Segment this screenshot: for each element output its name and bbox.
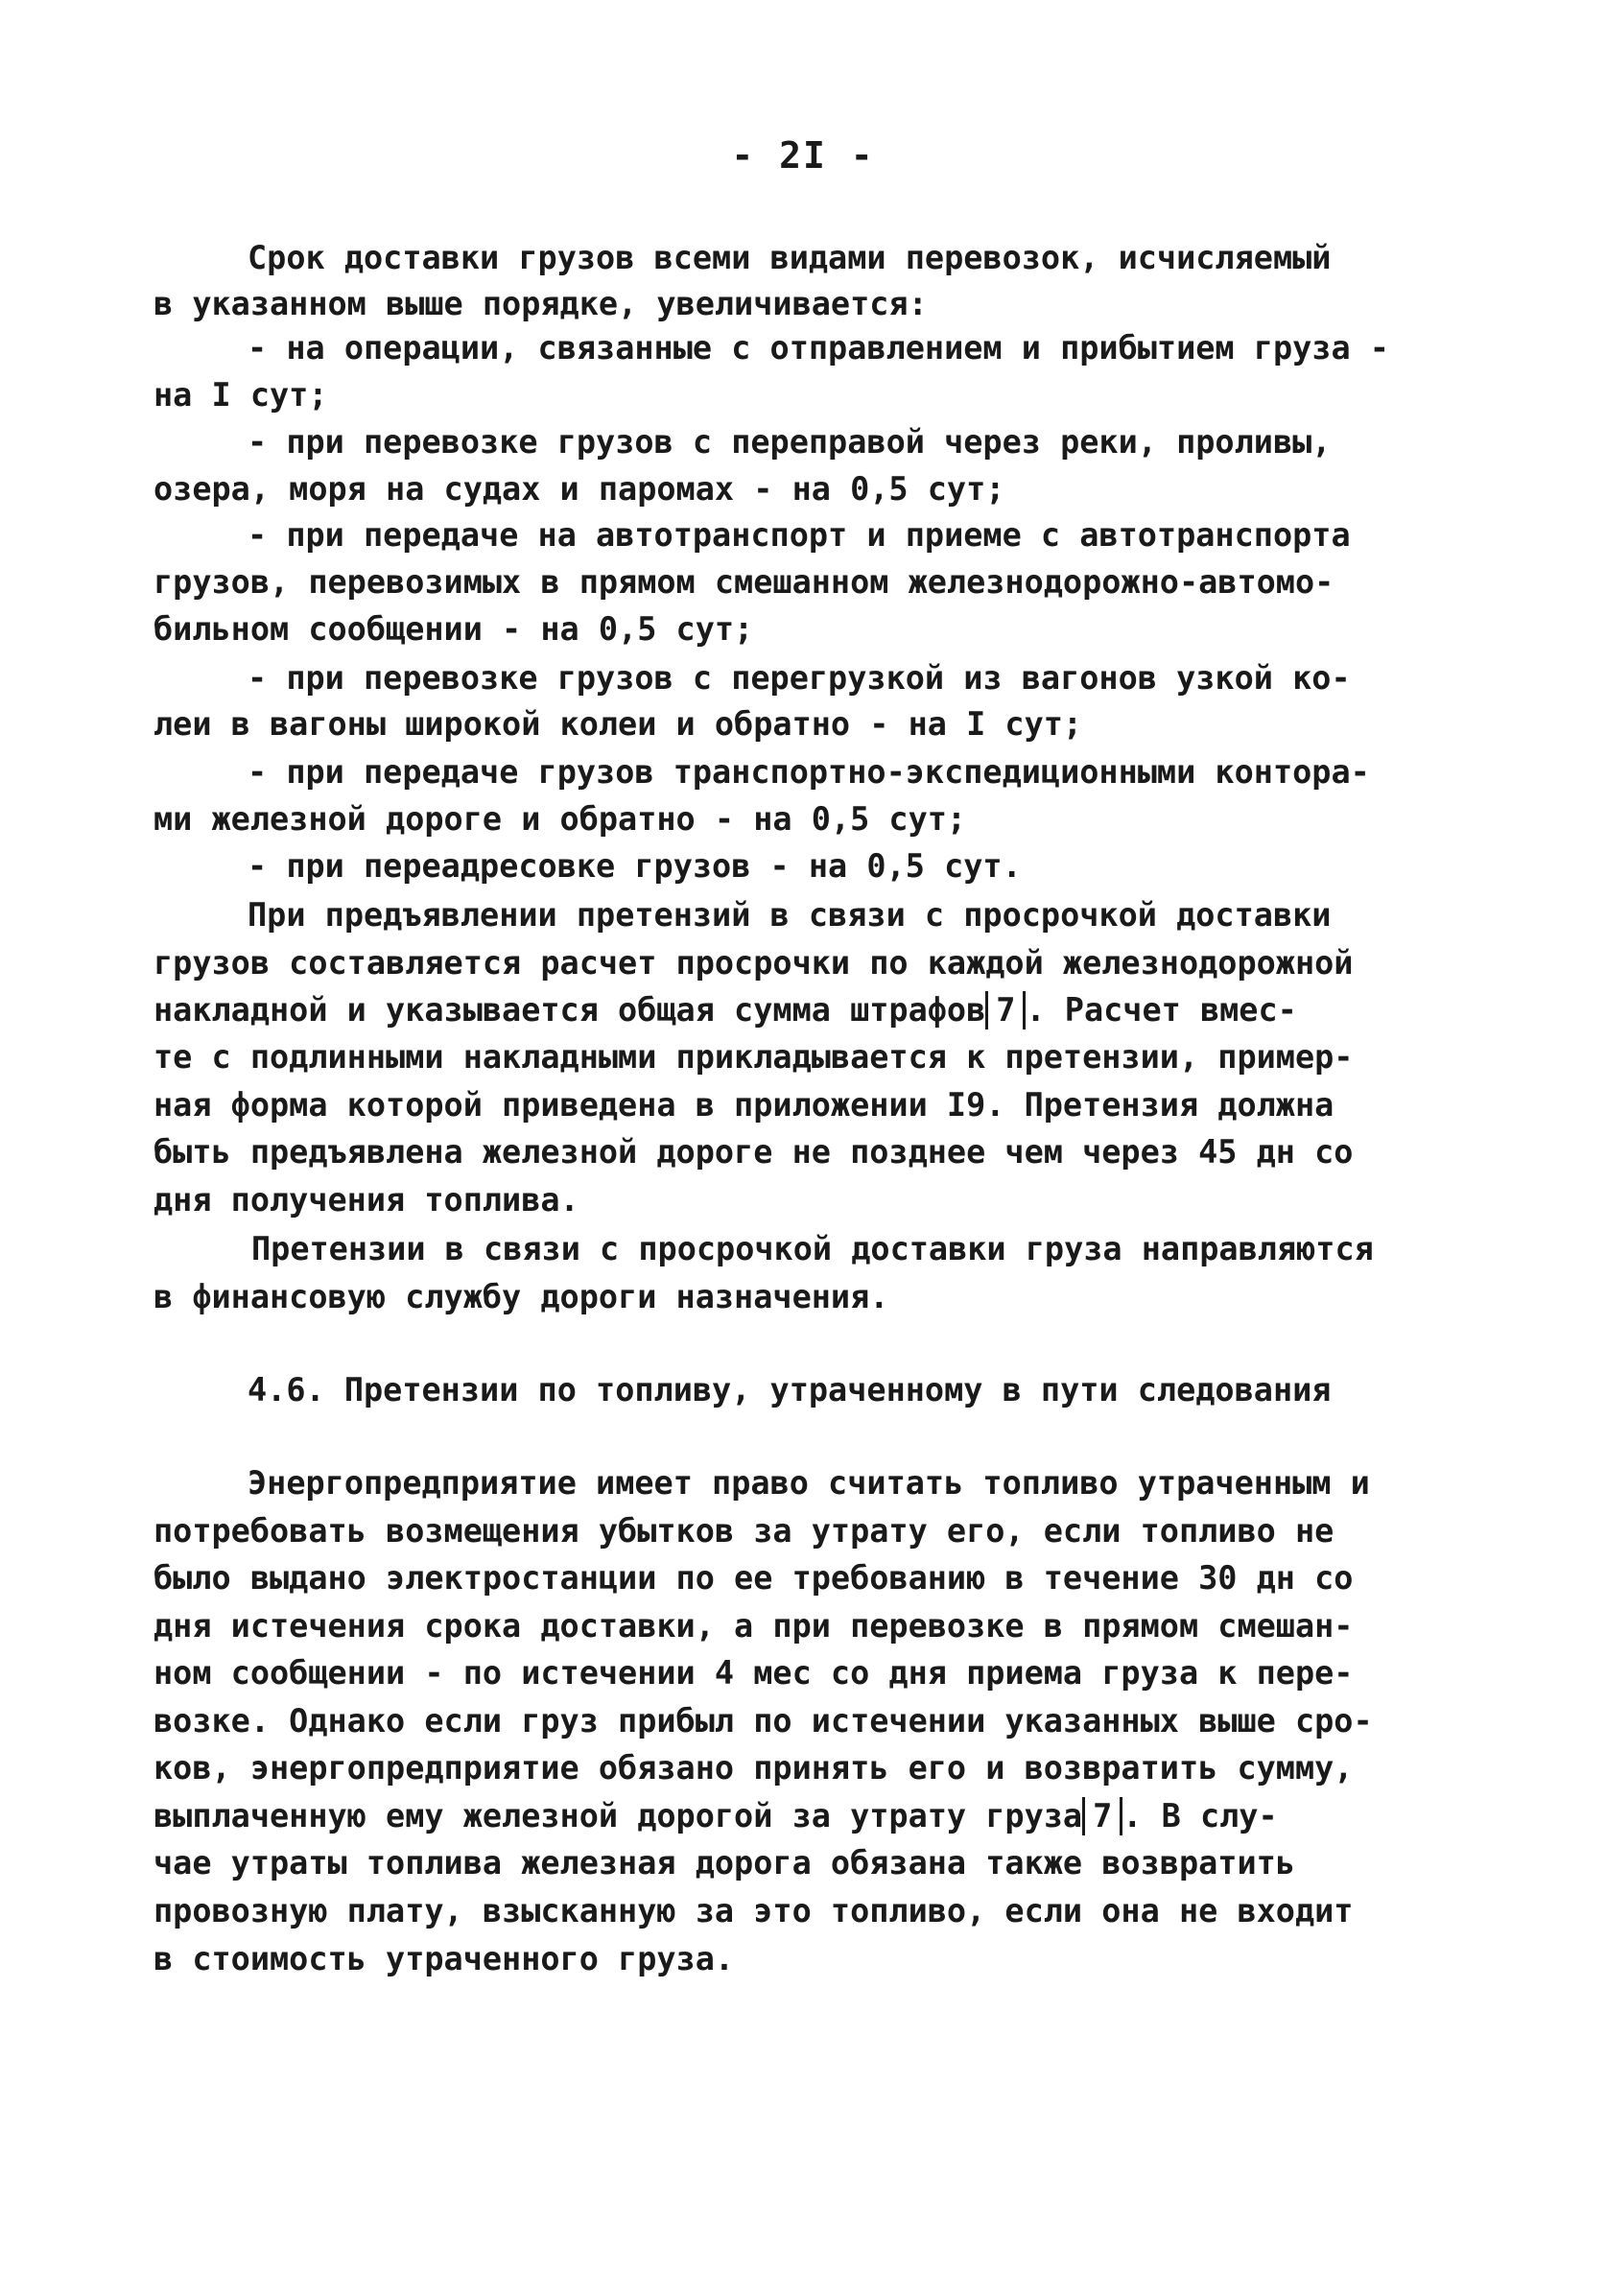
text-line: в указанном выше порядке, увеличивается:: [154, 285, 928, 322]
list-item: - на операции, связанные с отправлением и прибытием груза -: [248, 329, 1389, 367]
text-line: было выдано электростанции по ее требованию в течение 30 дн со: [154, 1559, 1354, 1597]
list-item: - при переадресовке грузов - на 0,5 сут.: [248, 847, 1022, 885]
text-line: [154, 1793, 1278, 1839]
text-line: потребовать возмещения убытков за утрату его, если топливо не: [154, 1512, 1334, 1550]
text-line: в финансовую службу дороги назначения.: [154, 1278, 889, 1315]
text-line: грузов составляется расчет просрочки по каждой железнодорожной: [154, 944, 1354, 982]
text-line: Претензии в связи с просрочкой доставки груза направляются: [251, 1230, 1374, 1267]
text-line: озера, моря на судах и паромах - на 0,5 сут;: [154, 470, 1005, 508]
text-line: Энергопредприятие имеет право считать топливо утраченным и: [248, 1464, 1370, 1502]
text-line: ков, энергопредприятие обязано принять его и возвратить сумму,: [154, 1749, 1354, 1787]
text-line: чае утраты топлива железная дорога обязана также возвратить: [154, 1844, 1295, 1882]
text-fragment: . В слу-: [1122, 1797, 1278, 1834]
text-line: ная форма которой приведена в приложении I9. Претензия должна: [154, 1086, 1334, 1124]
text-line: те с подлинными накладными прикладывается к претензии, пример-: [154, 1038, 1354, 1076]
text-line: бильном сообщении - на 0,5 сут;: [154, 610, 754, 648]
text-line: в стоимость утраченного груза.: [154, 1940, 735, 1977]
text-line: дня получения топлива.: [154, 1181, 579, 1219]
text-line: ном сообщении - по истечении 4 мес со дня приема груза к пере-: [154, 1654, 1354, 1692]
text-fragment: . Расчет вмес-: [1026, 991, 1297, 1029]
text-fragment: выплаченную ему железной дорогой за утрату груза: [154, 1797, 1083, 1834]
citation-ref: 7: [985, 991, 1026, 1030]
section-heading: 4.6. Претензии по топливу, утраченному в пути следования: [248, 1371, 1332, 1408]
list-item: - при перевозке грузов с перегрузкой из вагонов узкой ко-: [248, 659, 1351, 697]
text-fragment: накладной и указывается общая сумма штрафов: [154, 991, 986, 1029]
text-line: быть предъявлена железной дороге не позднее чем через 45 дн со: [154, 1133, 1354, 1171]
text-line: [154, 987, 1297, 1033]
text-line: дня истечения срока доставки, а при перевозке в прямом смешан-: [154, 1607, 1354, 1645]
list-item: - при передаче на автотранспорт и приеме с автотранспорта: [248, 516, 1351, 554]
text-line: грузов, перевозимых в прямом смешанном железнодорожно-автомо-: [154, 563, 1334, 601]
list-item: - при перевозке грузов с переправой через реки, проливы,: [248, 423, 1332, 461]
text-line: При предъявлении претензий в связи с просрочкой доставки: [248, 896, 1332, 934]
text-line: возке. Однако если груз прибыл по истечении указанных выше сро-: [154, 1702, 1373, 1740]
text-line: на I сут;: [154, 376, 328, 414]
text-line: провозную плату, взысканную за это топливо, если она не входит: [154, 1892, 1354, 1929]
page-number: - 2I -: [731, 134, 875, 177]
text-line: леи в вагоны широкой колеи и обратно - на I сут;: [154, 705, 1083, 743]
citation-ref: 7: [1082, 1797, 1122, 1835]
text-line: ми железной дороге и обратно - на 0,5 сут;: [154, 800, 967, 838]
text-line: Срок доставки грузов всеми видами перевозок, исчисляемый: [248, 239, 1332, 276]
list-item: - при передаче грузов транспортно-экспедиционными контора-: [248, 753, 1370, 791]
